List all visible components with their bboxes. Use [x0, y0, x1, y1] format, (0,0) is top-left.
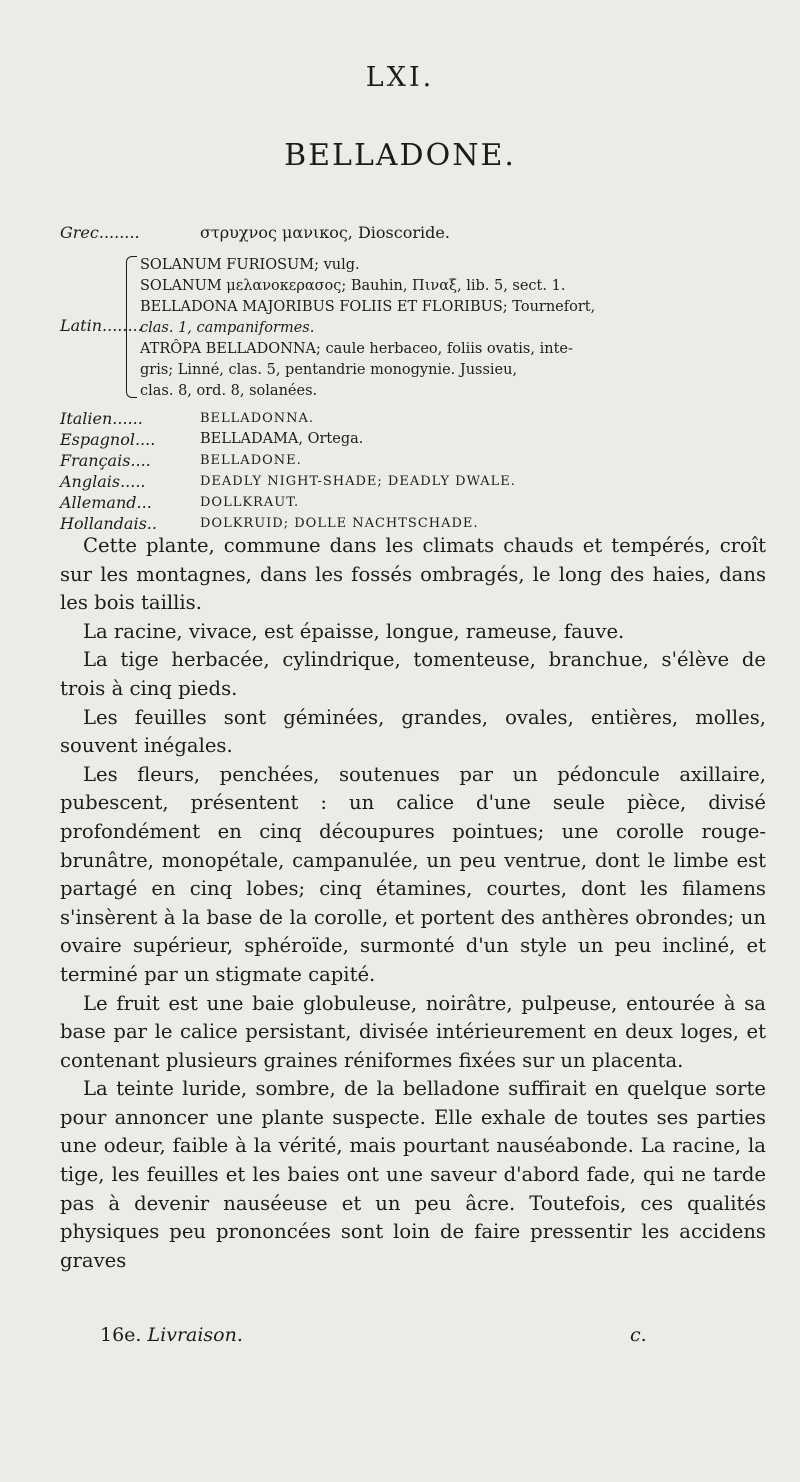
latin-line: ATRÔPA BELLADONNA; caule herbaceo, foliis ovatis, inte-	[140, 341, 573, 357]
issue-number: 16e.	[100, 1324, 142, 1346]
synonym-label: Italien......	[60, 409, 143, 428]
signature-mark: c.	[630, 1324, 647, 1346]
synonym-value: BELLADAMA, Ortega.	[200, 431, 364, 447]
paragraph: Les fleurs, penchées, soutenues par un pédoncule axillaire, pubescent, présentent : un calice d'une seule pièce, divisé profondément en cinq découpures pointues; une corolle rouge-brunâtre, monopétale, campanulée, un peu ventrue, dont le limbe est partagé en cinq lobes; cinq étamines, courtes, dont les filamens s'insèrent à la base de la corolle, et portent des anthères obrondes; un ovaire supérieur, sphéroïde, surmonté d'un style un peu incliné, et terminé par un stigmate capité.	[60, 762, 766, 986]
paragraph: Cette plante, commune dans les climats chauds et tempérés, croît sur les montagnes, dans les fossés ombragés, le long des haies, dans les bois taillis.	[60, 534, 766, 615]
synonym-value: DOLLKRAUT.	[200, 495, 300, 510]
synonym-value: DOLKRUID; DOLLE NACHTSCHADE.	[200, 516, 479, 531]
synonym-value: BELLADONNA.	[200, 411, 315, 426]
paragraph: La teinte luride, sombre, de la belladone suffirait en quelque sorte pour annoncer une plante suspecte. Elle exhale de toutes ses parties une odeur, faible à la vérité, mais pourtant nauséabonde. La racine, la tige, les feuilles et les baies ont une saveur d'abord fade, qui ne tarde pas à devenir nauséeuse et un peu âcre. Toutefois, ces qualités physiques peu prononcées sont loin de faire pressentir les accidens graves	[60, 1077, 766, 1272]
plate-number: LXI.	[365, 62, 435, 93]
latin-line: SOLANUM μελανοκερασος; Bauhin, Πιναξ, lib. 5, sect. 1.	[140, 278, 566, 294]
paragraph: La racine, vivace, est épaisse, longue, rameuse, fauve.	[83, 619, 625, 643]
latin-line: clas. 8, ord. 8, solanées.	[140, 383, 318, 399]
brace-decoration	[126, 256, 137, 398]
latin-line: BELLADONA MAJORIBUS FOLIIS ET FLORIBUS; Tournefort,	[140, 299, 596, 315]
paragraph: Le fruit est une baie globuleuse, noirâtre, pulpeuse, entourée à sa base par le calice persistant, divisée intérieurement en deux loges, et contenant plusieurs graines réniformes fixées sur un placenta.	[60, 991, 766, 1072]
synonym-label: Allemand...	[60, 493, 152, 512]
paragraph: La tige herbacée, cylindrique, tomenteuse, branchue, s'élève de trois à cinq pieds.	[60, 648, 766, 700]
body-text	[60, 532, 766, 1275]
paragraph: Les feuilles sont géminées, grandes, ovales, entières, molles, souvent inégales.	[60, 705, 766, 758]
synonym-value: DEADLY NIGHT-SHADE; DEADLY DWALE.	[200, 474, 516, 489]
latin-line: clas. 1, campaniformes.	[140, 320, 315, 336]
synonym-label: Latin........	[60, 316, 143, 335]
latin-line: gris; Linné, clas. 5, pentandrie monogynie. Jussieu,	[140, 362, 518, 378]
page-title: BELLADONE.	[284, 138, 516, 173]
synonym-value: στρυχνος μανικος, Dioscoride.	[200, 223, 450, 242]
synonym-label: Français....	[60, 451, 151, 470]
latin-line: SOLANUM FURIOSUM; vulg.	[140, 257, 360, 273]
synonym-label: Grec........	[60, 223, 140, 242]
livraison-label: Livraison.	[147, 1324, 243, 1346]
synonym-label: Espagnol....	[60, 430, 156, 449]
synonym-label: Anglais.....	[60, 472, 146, 491]
synonym-value: BELLADONE.	[200, 453, 302, 468]
synonym-label: Hollandais..	[60, 514, 157, 533]
page-footer	[100, 1324, 700, 1346]
